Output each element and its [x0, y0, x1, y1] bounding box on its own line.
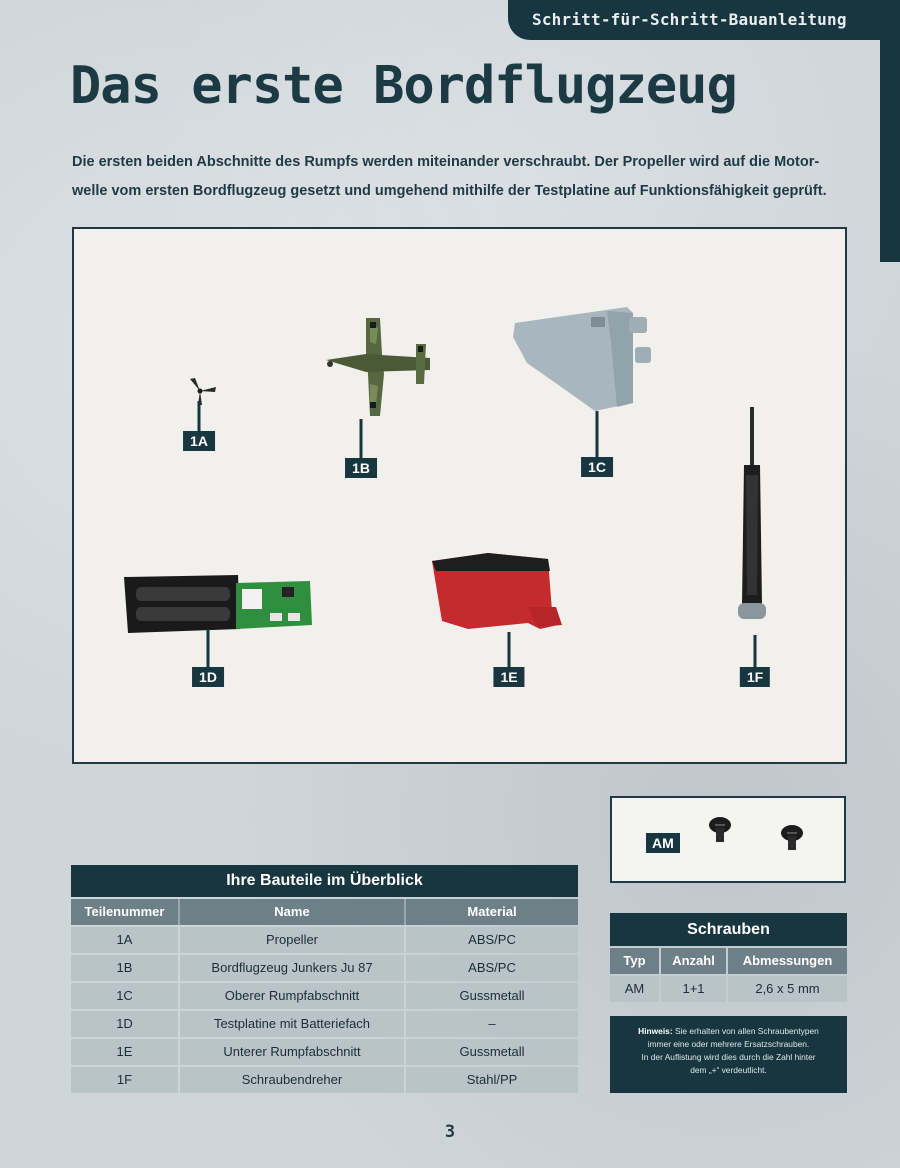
intro-line-1: Die ersten beiden Abschnitte des Rumpfs werden miteinander verschraubt. Der Propeller wird auf die Motor-: [72, 154, 820, 170]
column-header: Anzahl: [661, 948, 726, 974]
column-header: Name: [180, 899, 404, 925]
fuselage-lower-icon: [428, 551, 578, 635]
note-line-4: dem „+“ verdeutlicht.: [690, 1065, 767, 1075]
cell-quantity: 1+1: [661, 976, 726, 1002]
cell-part-number: 1E: [71, 1039, 178, 1065]
cell-name: Bordflugzeug Junkers Ju 87: [180, 955, 404, 981]
note-line-2: immer eine oder mehrere Ersatzschrauben.: [647, 1039, 810, 1049]
aircraft-icon: [326, 314, 432, 420]
table-row: [71, 1011, 578, 1037]
part-label-1f: 1F: [740, 667, 770, 687]
note-label: Hinweis:: [638, 1026, 673, 1036]
part-label-1e: 1E: [493, 667, 524, 687]
column-header: Material: [406, 899, 578, 925]
screw-icon: [778, 824, 806, 854]
column-header: Abmessungen: [728, 948, 847, 974]
cell-name: Schraubendreher: [180, 1067, 404, 1093]
parts-overview-table: [71, 865, 578, 1093]
cell-part-number: 1A: [71, 927, 178, 953]
table-row: [71, 983, 578, 1009]
side-accent-bar: [880, 40, 900, 262]
parts-photo: [72, 227, 847, 764]
part-label-1d: 1D: [192, 667, 224, 687]
screw-label-am: AM: [646, 833, 680, 853]
fuselage-upper-icon: [507, 303, 657, 413]
screwdriver-icon: [732, 405, 772, 635]
cell-material: Stahl/PP: [406, 1067, 578, 1093]
parts-table-title: Ihre Bauteile im Überblick: [71, 865, 578, 897]
cell-material: –: [406, 1011, 578, 1037]
column-header: Teilenummer: [71, 899, 178, 925]
screws-table-title: Schrauben: [610, 913, 847, 946]
cell-part-number: 1B: [71, 955, 178, 981]
table-row: [71, 1067, 578, 1093]
cell-dimensions: 2,6 x 5 mm: [728, 976, 847, 1002]
intro-line-2: welle vom ersten Bordflugzeug gesetzt und umgehend mithilfe der Testplatine auf Funktionsfähigkeit geprüft.: [72, 183, 827, 199]
test-board-icon: [120, 573, 315, 637]
screws-table-header: [610, 948, 847, 974]
part-label-1b: 1B: [345, 458, 377, 478]
cell-name: Propeller: [180, 927, 404, 953]
cell-name: Testplatine mit Batteriefach: [180, 1011, 404, 1037]
note-text: Sie erhalten von allen Schraubentypen: [674, 1026, 819, 1036]
table-row: [71, 1039, 578, 1065]
part-label-1a: 1A: [183, 431, 215, 451]
cell-name: Unterer Rumpfabschnitt: [180, 1039, 404, 1065]
table-row: [71, 927, 578, 953]
note-line-1: [616, 1025, 841, 1038]
cell-part-number: 1C: [71, 983, 178, 1009]
cell-name: Oberer Rumpfabschnitt: [180, 983, 404, 1009]
screws-photo: [610, 796, 846, 883]
screws-table: [610, 913, 847, 1002]
cell-material: Gussmetall: [406, 983, 578, 1009]
note-line-3: In der Auflistung wird dies durch die Zahl hinter: [641, 1052, 816, 1062]
table-row: [610, 976, 847, 1002]
cell-type: AM: [610, 976, 659, 1002]
page-title: Das erste Bordflugzeug: [70, 56, 737, 116]
table-row: [71, 955, 578, 981]
intro-text: [72, 148, 842, 206]
note-box: [610, 1016, 847, 1093]
part-label-1c: 1C: [581, 457, 613, 477]
cell-material: Gussmetall: [406, 1039, 578, 1065]
cell-material: ABS/PC: [406, 955, 578, 981]
page-number: 3: [444, 1122, 456, 1142]
column-header: Typ: [610, 948, 659, 974]
screw-icon: [706, 816, 734, 846]
series-header-tab: Schritt-für-Schritt-Bauanleitung: [508, 0, 900, 40]
parts-table-header: [71, 899, 578, 925]
cell-part-number: 1F: [71, 1067, 178, 1093]
cell-material: ABS/PC: [406, 927, 578, 953]
cell-part-number: 1D: [71, 1011, 178, 1037]
